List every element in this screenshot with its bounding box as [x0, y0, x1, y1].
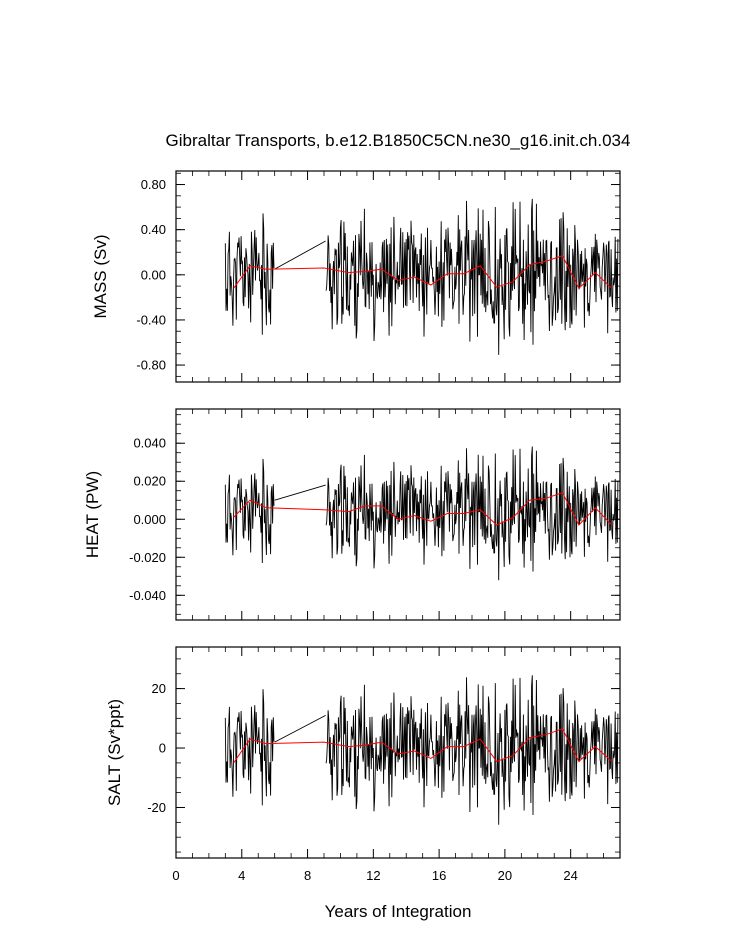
- y-tick-label: -0.40: [136, 312, 166, 328]
- y-axis-label: MASS (Sv): [91, 234, 110, 319]
- y-tick-label: 0.020: [133, 473, 166, 489]
- x-tick-label: 0: [172, 868, 180, 883]
- chart-title: Gibraltar Transports, b.e12.B1850C5CN.ne30_g16.init.ch.034: [165, 131, 631, 150]
- y-tick-label: -0.040: [129, 587, 166, 603]
- y-tick-label: -0.80: [136, 357, 166, 373]
- panel-3: [105, 647, 620, 883]
- y-tick-label: 0.040: [133, 435, 166, 451]
- y-tick-label: 0.80: [140, 177, 166, 193]
- y-tick-label: 0.000: [133, 511, 166, 527]
- y-tick-label: 0.00: [140, 267, 166, 283]
- y-axis-label: SALT (Sv*ppt): [105, 698, 124, 807]
- y-tick-label: -20: [147, 799, 166, 815]
- x-tick-label: 12: [366, 868, 381, 883]
- raw-series-line: [225, 199, 618, 355]
- gap-connector-line: [275, 241, 326, 269]
- y-tick-label: 0.40: [140, 222, 166, 238]
- raw-series-line: [225, 675, 618, 825]
- y-axis-label: HEAT (PW): [83, 470, 102, 559]
- panel-1: [91, 171, 620, 382]
- gap-connector-line: [275, 715, 326, 742]
- x-axis-label: Years of Integration: [324, 902, 472, 921]
- x-tick-label: 4: [238, 868, 246, 883]
- x-tick-label: 24: [563, 868, 578, 883]
- gap-connector-line: [275, 485, 326, 500]
- panel-2: [83, 409, 620, 620]
- panels: [83, 171, 620, 883]
- x-tick-label: 20: [497, 868, 513, 883]
- raw-series-line: [225, 447, 618, 581]
- x-tick-label: 16: [431, 868, 447, 883]
- y-tick-label: 20: [151, 681, 166, 697]
- x-tick-label: 8: [303, 868, 312, 883]
- y-tick-label: 0: [158, 740, 166, 756]
- y-tick-label: -0.020: [129, 549, 166, 565]
